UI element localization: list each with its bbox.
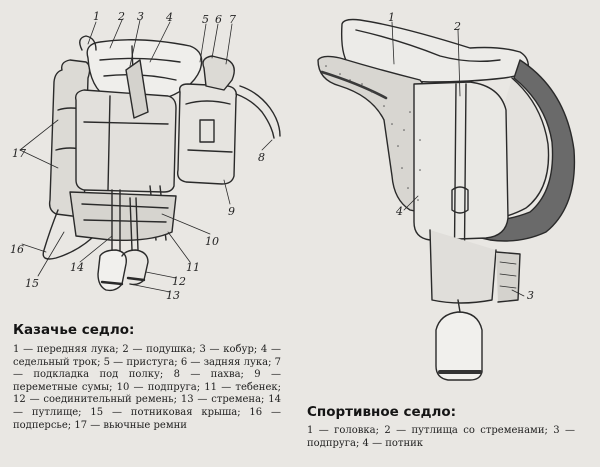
- sport-saddle-title: Спортивное седло:: [307, 404, 457, 420]
- sport-callout-2: 2: [454, 20, 461, 33]
- sport-callout-3: 3: [527, 289, 534, 302]
- cossack-callout-15: 15: [25, 277, 39, 290]
- cossack-callout-4: 4: [166, 11, 173, 24]
- cossack-callout-7: 7: [229, 13, 236, 26]
- cossack-callout-1: 1: [93, 10, 100, 23]
- cossack-callout-3: 3: [137, 10, 144, 23]
- cossack-saddle-drawing: [20, 20, 280, 292]
- cossack-callout-17: 17: [12, 147, 26, 160]
- cossack-callout-9: 9: [228, 205, 235, 218]
- cossack-callout-12: 12: [172, 275, 186, 288]
- cossack-callout-2: 2: [118, 10, 125, 23]
- cossack-callout-16: 16: [10, 243, 24, 256]
- cossack-saddle-legend: 1 — передняя лука; 2 — подушка; 3 — кобур; 4 — седельный трок; 5 — пристуга; 6 — задняя лука; 7 — подкладка под полку; 8 — пахва; 9 — переметные сумы; 10 — подпруга; 11 — тебенек; 12 — соединительный ремень; 13 — стремена; 14 — путлище; 15 — потниковая крыша; 16 — подперсье; 17 — вьючные ремни: [13, 344, 281, 431]
- cossack-callout-14: 14: [70, 261, 84, 274]
- cossack-callout-8: 8: [258, 151, 265, 164]
- cossack-callout-5: 5: [202, 13, 209, 26]
- sport-callout-1: 1: [388, 11, 395, 24]
- sport-callout-4: 4: [396, 205, 403, 218]
- cossack-callout-13: 13: [166, 289, 180, 302]
- cossack-callout-11: 11: [186, 261, 200, 274]
- sport-saddle-drawing: [318, 20, 574, 381]
- cossack-callout-6: 6: [215, 13, 222, 26]
- sport-saddle-legend: 1 — головка; 2 — путлища со стременами; 3 — подпруга; 4 — потник: [307, 425, 575, 449]
- cossack-callout-10: 10: [205, 235, 219, 248]
- cossack-saddle-title: Казачье седло:: [13, 322, 135, 338]
